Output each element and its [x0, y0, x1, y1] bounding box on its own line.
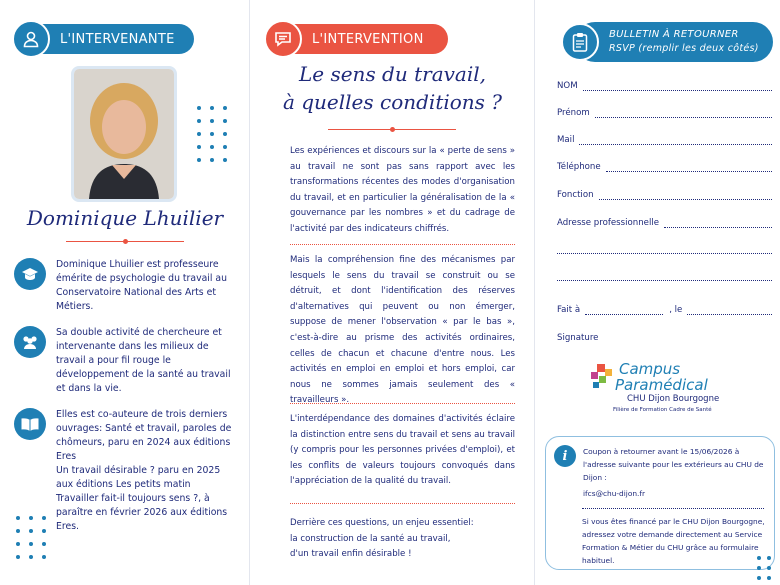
mail-field[interactable]	[557, 135, 772, 145]
campus-logo	[589, 362, 769, 422]
bio-text: Dominique Lhuilier est professeure émérite de psychologie du travail au Conservatoire National des Arts et Métiers.	[56, 259, 227, 312]
decor-dots	[16, 516, 46, 559]
intervention-header-label: L'INTERVENTION	[312, 31, 424, 47]
intervenante-header	[26, 24, 194, 54]
paragraph-separator	[290, 244, 515, 245]
bulletin-header	[575, 22, 773, 62]
bio-item	[14, 258, 236, 314]
field-label: Adresse professionnelle	[557, 218, 660, 228]
contact-email[interactable]: ifcs@chu-dijon.fr	[583, 489, 646, 498]
intervention-column	[250, 0, 535, 585]
speaker-name: Dominique Lhuilier	[26, 206, 224, 230]
bio-item	[14, 408, 236, 534]
adresse-line[interactable]	[557, 280, 772, 281]
bulletin-title: BULLETIN À RETOURNER	[609, 29, 739, 40]
decor-dots	[757, 556, 771, 580]
field-label: NOM	[557, 81, 578, 91]
bio-item	[14, 326, 236, 396]
field-label: Prénom	[557, 108, 590, 118]
intervenante-header-label: L'INTERVENANTE	[60, 31, 175, 47]
bio-text: Elles est co-auteure de trois derniers ouvrages: Santé et travail, paroles de chômeurs, paru en 2024 aux éditions Eres Un travail désirable ? paru en 2025 aux éditions Les petits matin Travailler fait-il toujours sens ?, à paraître en février 2026 aux éditions Eres.	[56, 409, 232, 532]
info-text: Coupon à retourner avant le 15/06/2026 à l'adresse suivante pour les extérieurs au CHU de Dijon :	[583, 447, 764, 482]
logo-line1: Campus	[619, 360, 681, 378]
speech-bubble-icon	[264, 20, 302, 58]
info-text-2: Si vous êtes financé par le CHU Dijon Bourgogne, adressez votre demande directement au Service Formation & Métier du CHU grâce au formulaire habituel.	[582, 517, 765, 565]
logo-mark-icon	[589, 364, 615, 392]
intervention-paragraph: Mais la compréhension fine des mécanismes par lesquels le sens du travail se construit ou se détruit, et dont l'identification des réserves d'alternatives qui peuvent ou non émerger, suppose de mener l'observation « par le bas », c'est-à-dire au prisme des activités ordinaires, celles de chacun et chacune d'entre nous. Les activités en emploi en emploi et hors emploi, car nous ne sommes jamais seulement des « travailleurs ».	[290, 255, 515, 406]
info-separator	[582, 508, 764, 509]
adresse-field[interactable]	[557, 218, 772, 228]
field-label: Mail	[557, 135, 575, 145]
person-icon	[12, 20, 50, 58]
speaker-photo	[71, 66, 177, 202]
paragraph-separator	[290, 503, 515, 504]
field-label: Téléphone	[557, 162, 601, 172]
field-label: Signature	[557, 333, 599, 343]
book-icon	[14, 408, 46, 440]
paragraph-separator	[290, 403, 515, 404]
bulletin-subtitle: RSVP (remplir les deux côtés)	[609, 43, 759, 54]
intervention-title: Le sens du travail, à quelles conditions ?	[282, 62, 503, 114]
graduation-cap-icon	[14, 258, 46, 290]
signature-field[interactable]	[557, 333, 772, 343]
logo-line2: Paramédical	[615, 376, 708, 394]
fait-a-field[interactable]	[557, 305, 772, 315]
telephone-field[interactable]	[557, 162, 772, 172]
prenom-field[interactable]	[557, 108, 772, 118]
info-box	[545, 436, 775, 570]
decor-dots	[197, 106, 227, 162]
field-label: Fonction	[557, 190, 594, 200]
intervention-paragraph: Les expériences et discours sur la « perte de sens » au travail ne sont pas sans rapport avec les transformations récentes des modes d'organisation du travail, et en particulier la généralisation de la « gouvernance par les nombres » et du cadrage de l'activité par des indicateurs chiffrés.	[290, 146, 515, 234]
intervention-paragraph: L'interdépendance des domaines d'activités éclaire la distinction entre sens du travail et sens au travail (y compris pour les personnes privées d'emploi), et les conflits de valeurs toujours convoqués dans l'appréciation de la qualité du travail.	[290, 414, 515, 487]
intervention-conclusion: Derrière ces questions, un enjeu essentiel: la construction de la santé au travail, d'un travail enfin désirable !	[290, 518, 474, 560]
name-divider	[66, 241, 184, 242]
bio-text: Sa double activité de chercheure et intervenante dans les milieux de travail a pour fil rouge le développement de la santé au travail et dans la vie.	[56, 327, 231, 394]
adresse-line[interactable]	[557, 253, 772, 254]
field-label: , le	[669, 305, 683, 315]
bulletin-column	[535, 0, 780, 585]
clipboard-icon	[561, 23, 599, 61]
people-icon	[14, 326, 46, 358]
fonction-field[interactable]	[557, 190, 772, 200]
nom-field[interactable]	[557, 81, 772, 91]
intervenante-column	[0, 0, 250, 585]
logo-line4: Filière de Formation Cadre de Santé	[613, 407, 712, 413]
title-divider	[328, 129, 456, 130]
logo-line3: CHU Dijon Bourgogne	[627, 394, 720, 404]
intervention-header	[278, 24, 448, 54]
field-label: Fait à	[557, 305, 581, 315]
info-icon: i	[554, 445, 576, 467]
